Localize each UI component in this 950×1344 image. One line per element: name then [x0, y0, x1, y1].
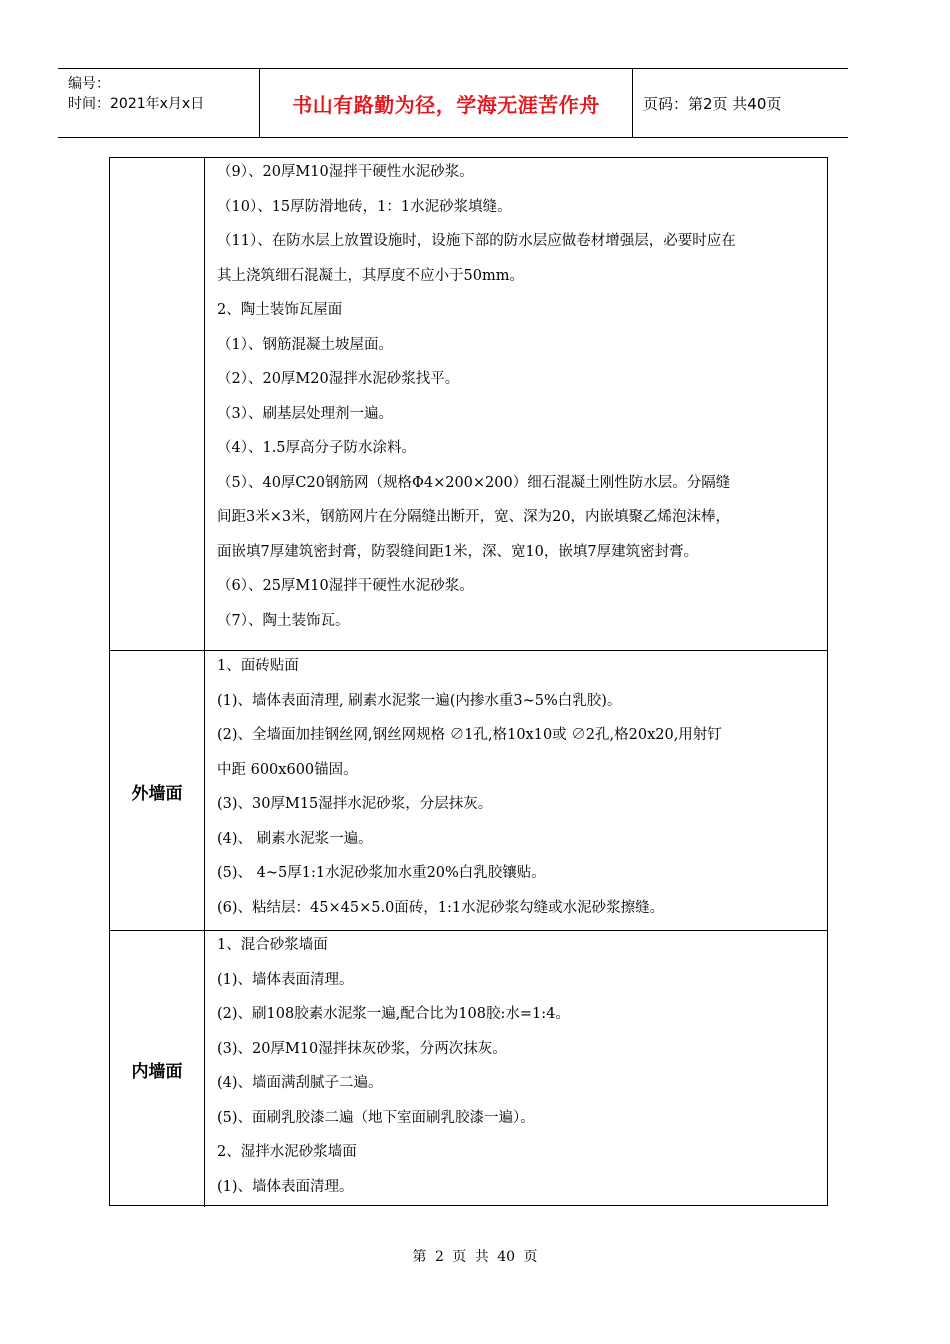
page-footer: 第 2 页 共 40 页	[412, 1249, 538, 1265]
row-content-roof	[205, 155, 827, 650]
text-line: 1、混合砂浆墙面	[217, 937, 328, 953]
header-page-info	[633, 69, 848, 137]
text-line: （3）、刷基层处理剂一遍。	[217, 405, 393, 422]
text-line: (2)、全墙面加挂钢丝网,钢丝网规格 ∅1孔,格10x10或 ∅2孔,格20x20,用射钉	[217, 727, 722, 743]
row-label-exterior-wall: 外墙面	[110, 651, 205, 931]
text-line: （2）、20厚M20湿拌水泥砂浆找平。	[217, 371, 460, 387]
spec-table	[109, 157, 828, 1206]
text-line: （11）、在防水层上放置设施时，设施下部的防水层应做卷材增强层，必要时应在	[217, 233, 736, 249]
text-line: 其上浇筑细石混凝土，其厚度不应小于50mm。	[217, 267, 524, 284]
text-line: （6）、25厚M10湿拌干硬性水泥砂浆。	[217, 578, 474, 594]
header-motto	[260, 69, 633, 137]
text-line: (5)、 4~5厚1:1水泥砂浆加水重20%白乳胶镶贴。	[217, 865, 546, 881]
text-line: 2、陶土装饰瓦屋面	[217, 302, 343, 318]
page-header	[58, 68, 848, 138]
doc-number-label: 编号：	[68, 76, 110, 92]
page-info-text: 页码：第2页 共40页	[643, 94, 782, 113]
text-line: 1、面砖贴面	[217, 658, 299, 674]
row-content-exterior-wall	[205, 649, 827, 931]
table-row-exterior-wall	[110, 650, 827, 931]
row-label-interior-wall: 内墙面	[110, 931, 205, 1207]
text-line: （5）、40厚C20钢筋网（规格Φ4×200×200）细石混凝土刚性防水层。分隔缝	[217, 474, 731, 491]
text-line: (4)、 刷素水泥浆一遍。	[217, 830, 373, 847]
text-line: (5)、面刷乳胶漆二遍（地下室面刷乳胶漆一遍）。	[217, 1109, 535, 1126]
header-meta	[58, 69, 260, 137]
text-line: 间距3米×3米，钢筋网片在分隔缝出断开，宽、深为20，内嵌填聚乙烯泡沫棒，	[217, 509, 731, 525]
date-line: 时间：2021年x月x日	[68, 96, 205, 112]
text-line: （1）、钢筋混凝土坡屋面。	[217, 336, 393, 353]
text-line: （9）、20厚M10湿拌干硬性水泥砂浆。	[217, 164, 474, 180]
text-line: （7）、陶土装饰瓦。	[217, 612, 350, 629]
text-line: (3)、30厚M15湿拌水泥砂浆，分层抹灰。	[217, 796, 493, 812]
text-line: （4）、1.5厚高分子防水涂料。	[217, 440, 417, 456]
text-line: 2、湿拌水泥砂浆墙面	[217, 1144, 357, 1160]
table-row-interior-wall	[110, 930, 827, 1207]
row-content-interior-wall	[205, 928, 827, 1207]
row-label-empty	[110, 158, 205, 650]
text-line: (1)、墙体表面清理。	[217, 971, 354, 988]
text-line: (1)、墙体表面清理, 刷素水泥浆一遍(内掺水重3~5%白乳胶)。	[217, 692, 622, 709]
text-line: (2)、刷108胶素水泥浆一遍,配合比为108胶:水=1:4。	[217, 1006, 570, 1022]
text-line: (3)、20厚M10湿拌抹灰砂浆，分两次抹灰。	[217, 1040, 507, 1057]
text-line: (4)、墙面满刮腻子二遍。	[217, 1075, 383, 1091]
text-line: 面嵌填7厚建筑密封膏，防裂缝间距1米，深、宽10，嵌填7厚建筑密封膏。	[217, 543, 699, 560]
motto-text: 书山有路勤为径，学海无涯苦作舟	[292, 92, 600, 117]
text-line: 中距 600x600锚固。	[217, 761, 358, 778]
text-line: (6)、粘结层：45×45×5.0面砖，1:1水泥砂浆勾缝或水泥砂浆擦缝。	[217, 899, 665, 916]
text-line: （10）、15厚防滑地砖，1：1水泥砂浆填缝。	[217, 198, 512, 215]
table-row-roof	[110, 158, 827, 650]
text-line: (1)、墙体表面清理。	[217, 1178, 354, 1195]
